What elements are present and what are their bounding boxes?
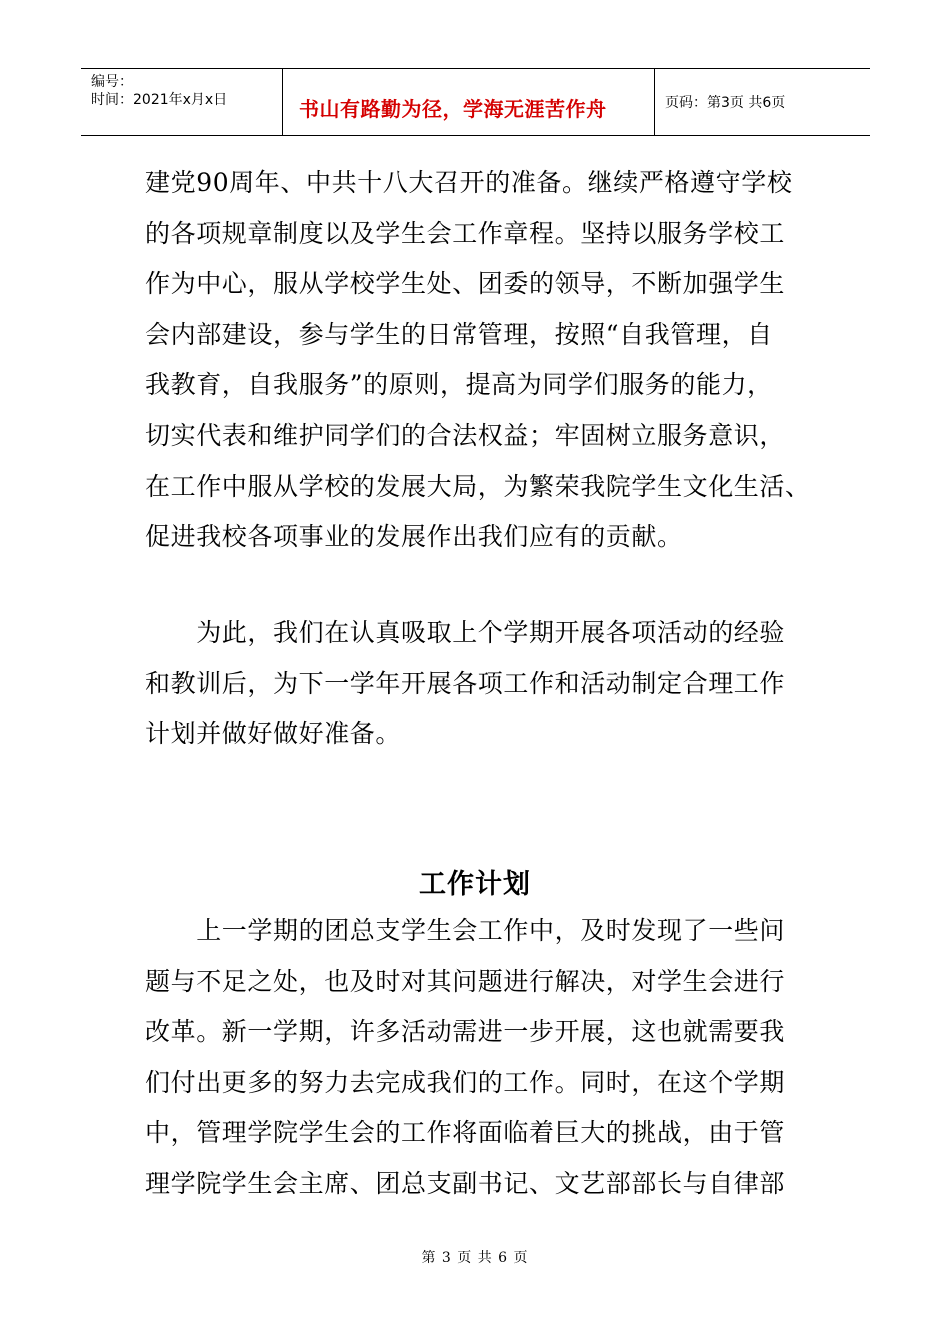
document-time-label: 时间：2021年x月x日	[91, 92, 228, 108]
document-number-label: 编号：	[91, 74, 133, 90]
paragraph-3	[145, 906, 810, 1210]
paragraph-line: 的各项规章制度以及学生会工作章程。坚持以服务学校工	[145, 218, 786, 248]
section-title: 工作计划	[419, 869, 531, 900]
paragraph-line: 会内部建设，参与学生的日常管理，按照“自我管理，自	[145, 319, 773, 349]
paragraph-line: 理学院学生会主席、团总支副书记、文艺部部长与自律部	[145, 1168, 786, 1198]
paragraph-line: 和教训后，为下一学年开展各项工作和活动制定合理工作	[145, 668, 786, 698]
paragraph-line: 我教育，自我服务”的原则，提高为同学们服务的能力，	[145, 370, 773, 400]
paragraph-line: 题与不足之处，也及时对其问题进行解决，对学生会进行	[145, 966, 786, 996]
header-motto: 书山有路勤为径，学海无涯苦作舟	[299, 97, 607, 121]
paragraph-2	[145, 608, 810, 760]
paragraph-line: 作为中心，服从学校学生处、团委的领导，不断加强学生	[145, 269, 786, 299]
page-header	[81, 68, 870, 136]
paragraph-line: 促进我校各项事业的发展作出我们应有的贡献。	[145, 522, 683, 552]
header-meta-cell	[81, 69, 283, 135]
paragraph-line: 们付出更多的努力去完成我们的工作。同时，在这个学期	[145, 1067, 786, 1097]
paragraph-line: 中，管理学院学生会的工作将面临着巨大的挑战，由于管	[145, 1118, 786, 1148]
paragraph-line: 上一学期的团总支学生会工作中，及时发现了一些问	[145, 916, 786, 945]
paragraph-1	[145, 158, 810, 563]
header-motto-cell	[283, 69, 655, 135]
page-footer: 第 3 页 共 6 页	[421, 1250, 529, 1266]
header-page-info: 页码：第3页 共6页	[665, 95, 786, 111]
paragraph-line: 切实代表和维护同学们的合法权益；牢固树立服务意识，	[145, 420, 786, 450]
paragraph-line: 建党90周年、中共十八大召开的准备。继续严格遵守学校	[145, 168, 793, 197]
paragraph-line: 改革。新一学期，许多活动需进一步开展，这也就需要我	[145, 1017, 786, 1047]
paragraph-line: 为此，我们在认真吸取上个学期开展各项活动的经验	[145, 618, 786, 647]
paragraph-line: 在工作中服从学校的发展大局，为繁荣我院学生文化生活、	[145, 471, 811, 501]
paragraph-line: 计划并做好做好准备。	[145, 719, 402, 749]
header-page-cell	[655, 69, 870, 135]
